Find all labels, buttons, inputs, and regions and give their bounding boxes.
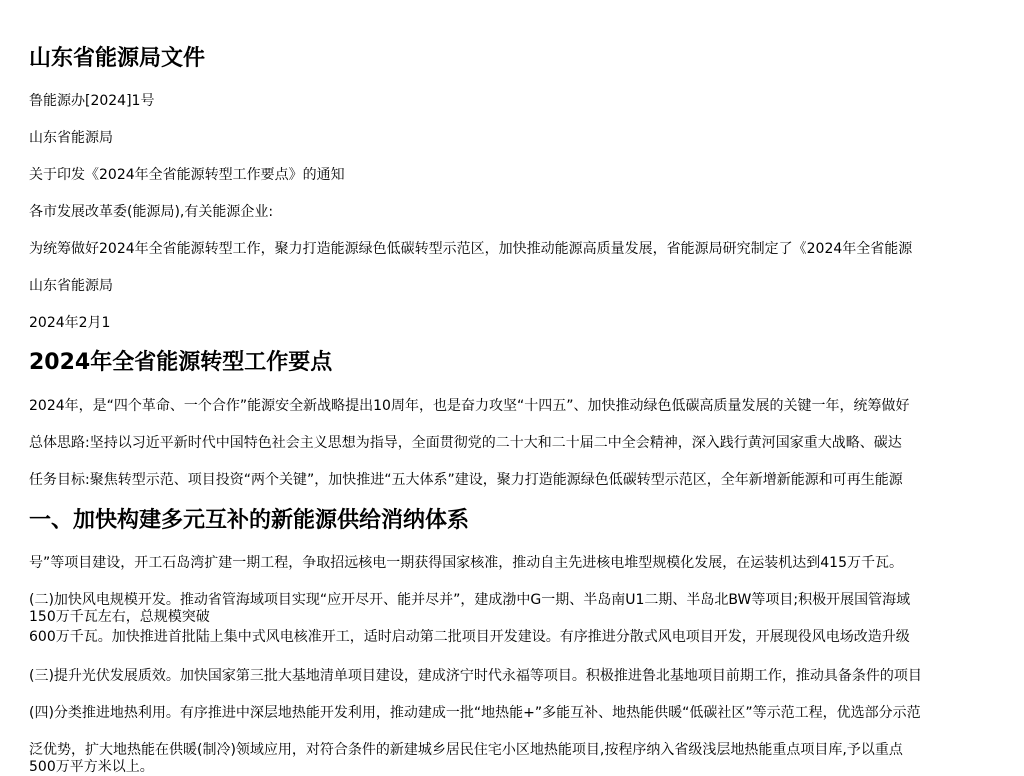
section-heading: 一、加快构建多元互补的新能源供给消纳体系 bbox=[29, 508, 470, 533]
recipients: 各市发展改革委(能源局),有关能源企业: bbox=[29, 204, 274, 220]
paragraph-nuclear: 号”等项目建设，开工石岛湾扩建一期工程，争取招远核电一期获得国家核准，推动自主先进核电堆型规模化发展，在运装机达到415万千瓦。 bbox=[29, 555, 903, 571]
paragraph-wind-line3: 600万千瓦。加快推进首批陆上集中式风电核准开工，适时启动第二批项目开发建设。有序推进分散式风电项目开发，开展现役风电场改造升级 bbox=[29, 629, 910, 645]
plan-approach: 总体思路:坚持以习近平新时代中国特色社会主义思想为指导，全面贯彻党的二十大和二十届二中全会精神，深入践行黄河国家重大战略、碳达 bbox=[29, 435, 902, 451]
notice-title: 关于印发《2024年全省能源转型工作要点》的通知 bbox=[29, 167, 345, 183]
plan-title: 2024年全省能源转型工作要点 bbox=[29, 350, 333, 375]
document-title: 山东省能源局文件 bbox=[29, 46, 206, 71]
signature: 山东省能源局 bbox=[29, 278, 113, 294]
document-number: 鲁能源办[2024]1号 bbox=[29, 93, 155, 109]
date: 2024年2月1 bbox=[29, 315, 111, 331]
notice-body: 为统筹做好2024年全省能源转型工作，聚力打造能源绿色低碳转型示范区，加快推动能源高质量发展，省能源局研究制定了《2024年全省能源 bbox=[29, 241, 913, 257]
plan-targets: 任务目标:聚焦转型示范、项目投资“两个关键”，加快推进“五大体系”建设，聚力打造能源绿色低碳转型示范区，全年新增新能源和可再生能源 bbox=[29, 472, 903, 488]
paragraph-wind-line2: 150万千瓦左右，总规模突破 bbox=[29, 609, 210, 625]
paragraph-geothermal-line3: 500万平方米以上。 bbox=[29, 759, 154, 775]
paragraph-geothermal: (四)分类推进地热利用。有序推进中深层地热能开发利用，推动建成一批“地热能+”多能互补、地热能供暖“低碳社区”等示范工程，优选部分示范 bbox=[29, 705, 921, 721]
paragraph-wind: (二)加快风电规模开发。推动省管海域项目实现“应开尽开、能并尽并”，建成渤中G一期、半岛南U1二期、半岛北BW等项目;积极开展国管海域 bbox=[29, 592, 911, 608]
paragraph-solar: (三)提升光伏发展质效。加快国家第三批大基地清单项目建设，建成济宁时代永福等项目。积极推进鲁北基地项目前期工作，推动具备条件的项目 bbox=[29, 668, 922, 684]
paragraph-geothermal-line2: 泛优势，扩大地热能在供暖(制冷)领域应用，对符合条件的新建城乡居民住宅小区地热能项目,按程序纳入省级浅层地热能重点项目库,予以重点 bbox=[29, 742, 903, 758]
issuer: 山东省能源局 bbox=[29, 130, 113, 146]
plan-intro: 2024年，是“四个革命、一个合作”能源安全新战略提出10周年，也是奋力攻坚“十四五”、加快推动绿色低碳高质量发展的关键一年，统筹做好 bbox=[29, 398, 910, 414]
